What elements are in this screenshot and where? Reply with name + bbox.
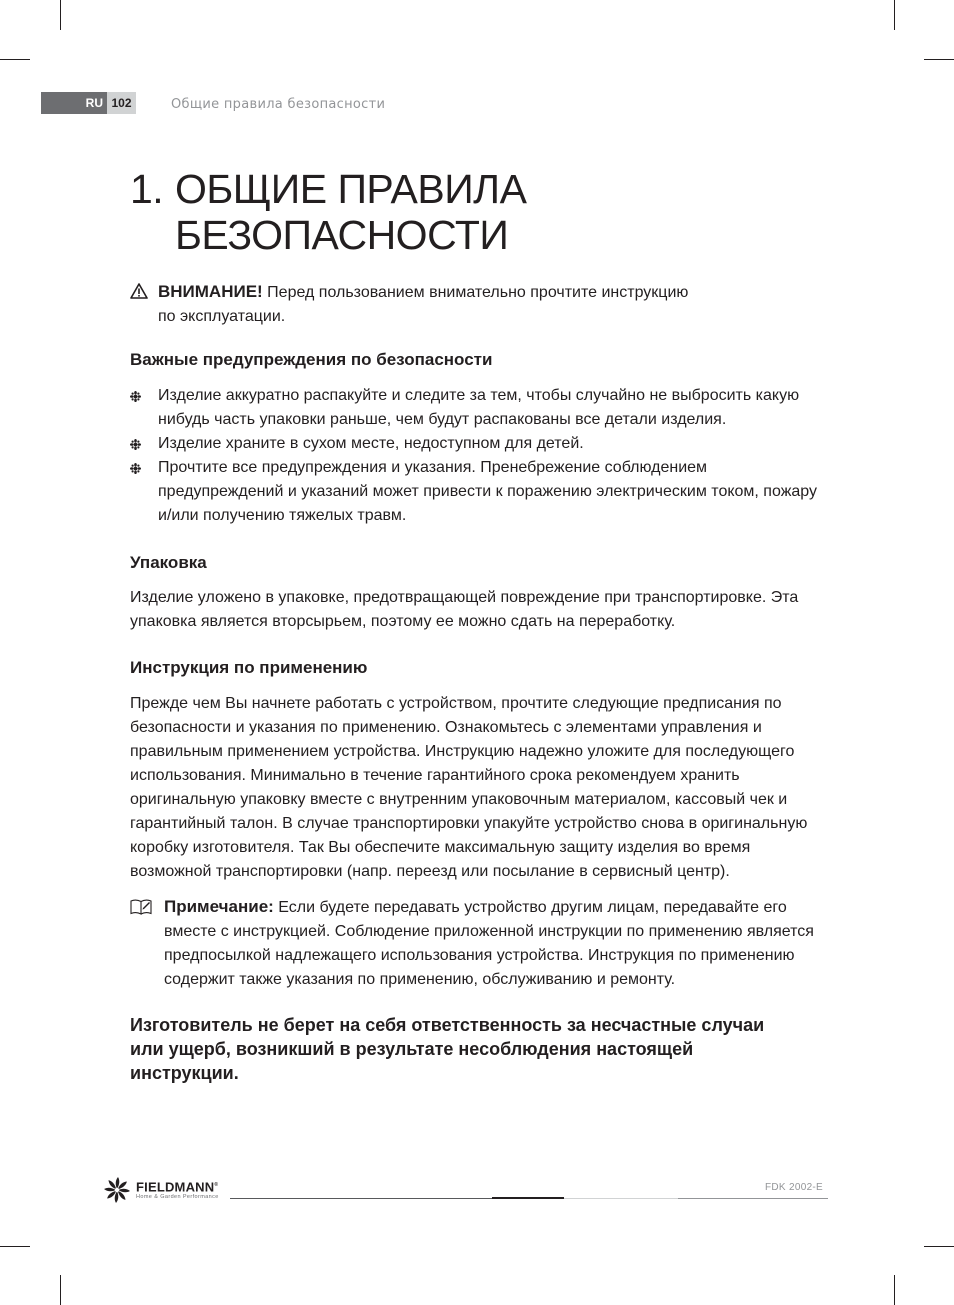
ornament-bullet-icon bbox=[130, 463, 141, 474]
warning-label: ВНИМАНИЕ! bbox=[158, 282, 263, 301]
list-item bbox=[130, 384, 830, 432]
trademark-mark: ® bbox=[214, 1181, 219, 1188]
ornament-bullet-icon bbox=[130, 391, 141, 402]
packaging-text: Изделие уложено в упаковке, предотвращающей повреждение при транспортировке. Эта упаковка является вторсырьем, поэтому ее можно сдать на переработку. bbox=[130, 589, 799, 630]
title-line-2: БЕЗОПАСНОСТИ bbox=[175, 212, 509, 258]
running-title: Общие правила безопасности bbox=[171, 97, 386, 112]
footer-rule bbox=[564, 1198, 678, 1199]
safety-list bbox=[130, 384, 830, 528]
page-title bbox=[130, 166, 526, 258]
brand-logo bbox=[103, 1176, 219, 1204]
footer-rule bbox=[230, 1198, 492, 1199]
packaging-heading: Упаковка bbox=[130, 553, 207, 572]
list-item bbox=[130, 432, 830, 456]
crop-mark bbox=[894, 1275, 895, 1305]
crop-mark bbox=[924, 59, 954, 60]
page-number: 102 bbox=[107, 92, 136, 114]
footer-rule bbox=[492, 1197, 564, 1199]
crop-mark bbox=[924, 1246, 954, 1247]
crop-mark bbox=[60, 1275, 61, 1305]
note-block bbox=[130, 895, 830, 992]
list-item-text: Изделие храните в сухом месте, недоступном для детей. bbox=[158, 435, 584, 452]
fieldmann-flower-icon bbox=[103, 1176, 131, 1204]
brand-name: FIELDMANN bbox=[136, 1179, 215, 1195]
safety-heading: Важные предупреждения по безопасности bbox=[130, 350, 493, 369]
usage-heading: Инструкция по применению bbox=[130, 658, 368, 677]
brand-tagline: Home & Garden Performance bbox=[136, 1194, 219, 1201]
warning-text-line-2: по эксплуатации. bbox=[158, 308, 286, 325]
note-book-icon bbox=[130, 899, 152, 915]
section-number: 1. bbox=[130, 166, 164, 212]
usage-text: Прежде чем Вы начнете работать с устройством, прочтите следующие предписания по безопасности и указания по применению. Ознакомьтесь с элементами управления и правильным применением устройства. Инструкцию надежно уложите для последующего использования. Минимально в течение гарантийного срока рекомендуем хранить оригинальную упаковку вместе с внутренним упаковочным материалом, кассовый чек и гарантийный талон. В случае транспортировки упакуйте устройство снова в оригинальную коробку изготовителя. Так Вы обеспечите максимальную защиту изделия во время возможной транспортировки (напр. переезд или посылание в сервисный центр). bbox=[130, 695, 808, 880]
language-label: RU bbox=[41, 92, 107, 114]
crop-mark bbox=[0, 1246, 30, 1247]
title-line-1: ОБЩИЕ ПРАВИЛА bbox=[175, 166, 527, 212]
list-item-text: Изделие аккуратно распакуйте и следите за тем, чтобы случайно не выбросить какую нибудь часть упаковки раньше, чем будут распакованы все детали изделия. bbox=[158, 387, 800, 428]
warning-triangle-icon bbox=[130, 283, 148, 299]
crop-mark bbox=[894, 0, 895, 30]
brand-text bbox=[136, 1179, 219, 1201]
footer-rule bbox=[678, 1198, 828, 1199]
list-item bbox=[130, 456, 830, 528]
note-label: Примечание: bbox=[164, 897, 274, 916]
note-text: Если будете передавать устройство другим лицам, передавайте его вместе с инструкцией. Соблюдение приложенной инструкции по применению является предпосылкой надлежащего использования устройства. Инструкция по применению содержит также указания по применению, обслуживанию и ремонту. bbox=[164, 899, 814, 988]
warning-notice bbox=[130, 280, 770, 329]
manufacturer-disclaimer: Изготовитель не берет на себя ответственность за несчастные случаи или ущерб, возникший в результате несоблюдения настоящей инструкции. bbox=[130, 1015, 765, 1083]
list-item-text: Прочтите все предупреждения и указания. Пренебрежение соблюдением предупреждений и указаний может привести к поражению электрическим током, пожару и/или получению тяжелых травм. bbox=[158, 459, 818, 524]
crop-mark bbox=[0, 59, 30, 60]
model-number: FDK 2002-E bbox=[765, 1182, 824, 1193]
warning-text-line-1: Перед пользованием внимательно прочтите инструкцию bbox=[267, 284, 689, 301]
crop-mark bbox=[60, 0, 61, 30]
ornament-bullet-icon bbox=[130, 439, 141, 450]
page-header-badge bbox=[41, 92, 136, 114]
